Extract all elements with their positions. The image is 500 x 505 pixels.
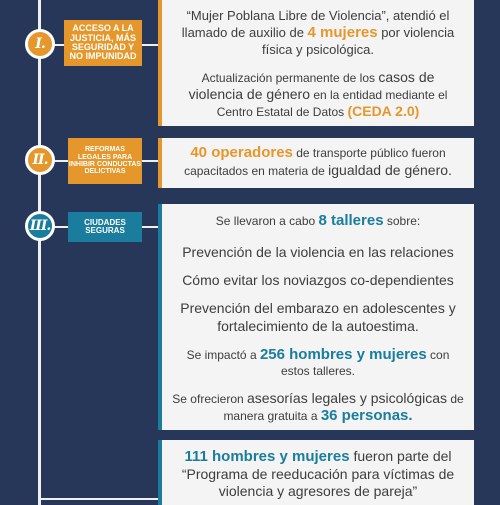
- topic-item: Prevención del embarazo en adolescentes y fortalecimiento de la autoestima.: [180, 300, 456, 334]
- numeral-badge-3: III.: [25, 211, 55, 241]
- section-tag-3: CIUDADES SEGURAS: [68, 212, 142, 242]
- highlight-operadores: 40 operadores: [190, 144, 293, 161]
- highlight-256: 256 hombres y mujeres: [259, 345, 427, 363]
- timeline-line: [38, 0, 41, 505]
- numeral-badge-1: I.: [25, 29, 55, 59]
- highlight-111: 111 hombres y mujeres: [184, 448, 350, 465]
- section-tag-1: ACCESO A LA JUSTICIA, MÁS SEGURIDAD Y NO IMPUNIDAD: [64, 20, 142, 66]
- highlight-4-mujeres: 4 mujeres: [307, 23, 378, 41]
- section-card-4: 111 hombres y mujeres fueron parte del “Programa de reeducación para víctimas de violencia y agresores de pareja”: [158, 440, 474, 505]
- topic-item: Cómo evitar los noviazgos co-dependientes: [182, 272, 454, 289]
- topic-item: Prevención de la violencia en las relaciones: [182, 244, 454, 261]
- connector-line: [40, 498, 158, 500]
- section-tag-2: REFORMAS LEGALES PARA INHIBIR CONDUCTAS DELICTIVAS: [68, 138, 142, 184]
- program-reeducacion: “Programa de reeducación para víctimas de violencia y agresores de pareja”: [181, 466, 455, 500]
- highlight-36: 36 personas.: [320, 406, 413, 424]
- highlight-talleres: 8 talleres: [318, 212, 384, 229]
- program-name: “Mujer Poblana Libre de Violencia”,: [186, 8, 390, 23]
- highlight-igualdad: igualdad de género.: [328, 162, 452, 179]
- section-card-3: Se llevaron a cabo 8 talleres sobre: Prevención de la violencia en las relaciones Cómo evitar los noviazgos co-dependientes Prevención del embarazo en adolescentes y fortalecimiento de la autoestima. Se impactó a 256 hombres y mujeres con estos talleres. Se ofrecieron asesorías legales y psicológicas de manera gratuita a 36 personas.: [158, 204, 474, 430]
- section-card-1: “Mujer Poblana Libre de Violencia”, atendió el llamado de auxilio de 4 mujeres por violencia física y psicológica. Actualización permanente de los casos de violencia de género en la entidad mediante el Centro Estatal de Datos (CEDA 2.0): [158, 0, 474, 126]
- numeral-badge-2: II.: [25, 145, 55, 175]
- highlight-ceda: (CEDA 2.0): [347, 103, 420, 120]
- section-card-2: 40 operadores de transporte público fueron capacitados en materia de igualdad de género.: [158, 138, 474, 188]
